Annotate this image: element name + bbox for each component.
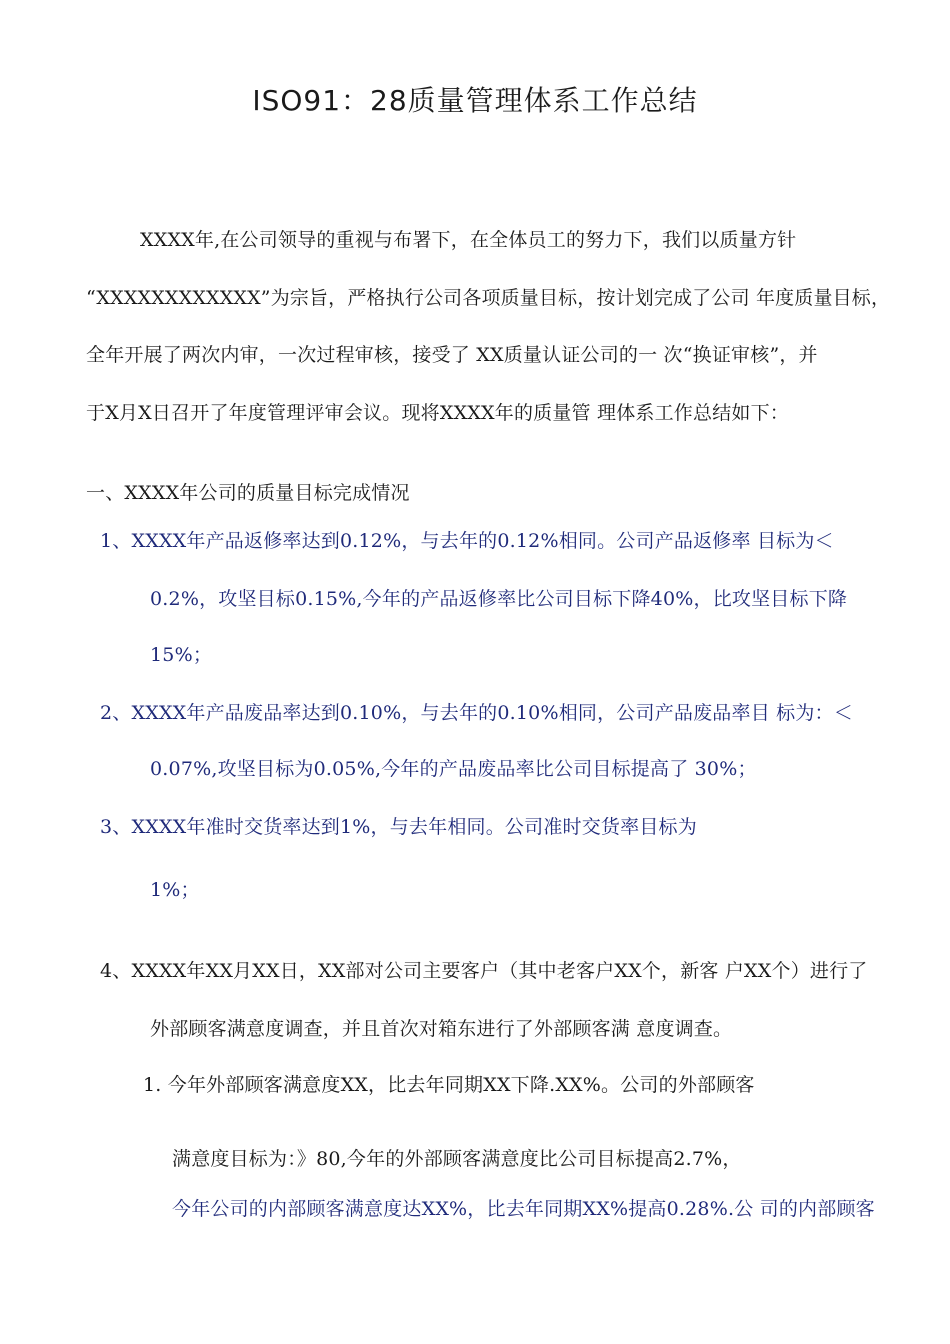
- item1-line-1: 1、XXXX年产品返修率达到0.12%，与去年的0.12%相同。公司产品返修率 目标为＜: [100, 530, 834, 552]
- item1-line-2: 0.2%，攻坚目标0.15%,今年的产品返修率比公司目标下降40%，比攻坚目标下降: [150, 588, 848, 610]
- intro-line-3: 全年开展了两次内审，一次过程审核，接受了 XX质量认证公司的一 次“换证审核”，并: [86, 344, 818, 366]
- sub1-line-2: 满意度目标为：》80,今年的外部顾客满意度比公司目标提高2.7%，: [172, 1148, 742, 1170]
- intro-line-4: 于X月X日召开了年度管理评审会议。现将XXXX年的质量管 理体系工作总结如下：: [86, 402, 789, 424]
- item2-line-1: 2、XXXX年产品废品率达到0.10%，与去年的0.10%相同，公司产品废品率目 标为：＜: [100, 702, 853, 724]
- sub1-line-1: 1. 今年外部顾客满意度XX，比去年同期XX下降.XX%。公司的外部顾客: [143, 1074, 755, 1096]
- sub1-line-3: 今年公司的内部顾客满意度达XX%，比去年同期XX%提高0.28%.公 司的内部顾客: [172, 1198, 875, 1220]
- item4-line-2: 外部顾客满意度调查，并且首次对箱东进行了外部顾客满 意度调查。: [150, 1018, 733, 1040]
- page-title: ISO91：28质量管理体系工作总结: [252, 84, 698, 117]
- intro-line-1: XXXX年,在公司领导的重视与布署下，在全体员工的努力下，我们以质量方针: [140, 229, 797, 251]
- item3-line-2: 1%；: [150, 879, 200, 901]
- section-heading: 一、XXXX年公司的质量目标完成情况: [86, 482, 410, 504]
- item3-line-1: 3、XXXX年准时交货率达到1%，与去年相同。公司准时交货率目标为: [100, 816, 697, 838]
- intro-line-2: “XXXXXXXXXXXX”为宗旨，严格执行公司各项质量目标，按计划完成了公司 年度质量目标，: [86, 287, 891, 309]
- item2-line-2: 0.07%,攻坚目标为0.05%,今年的产品废品率比公司目标提高了 30%；: [150, 758, 757, 780]
- item4-line-1: 4、XXXX年XX月XX日，XX部对公司主要客户（其中老客户XX个，新客 户XX个）进行了: [100, 960, 868, 982]
- item1-line-3: 15%；: [150, 644, 213, 666]
